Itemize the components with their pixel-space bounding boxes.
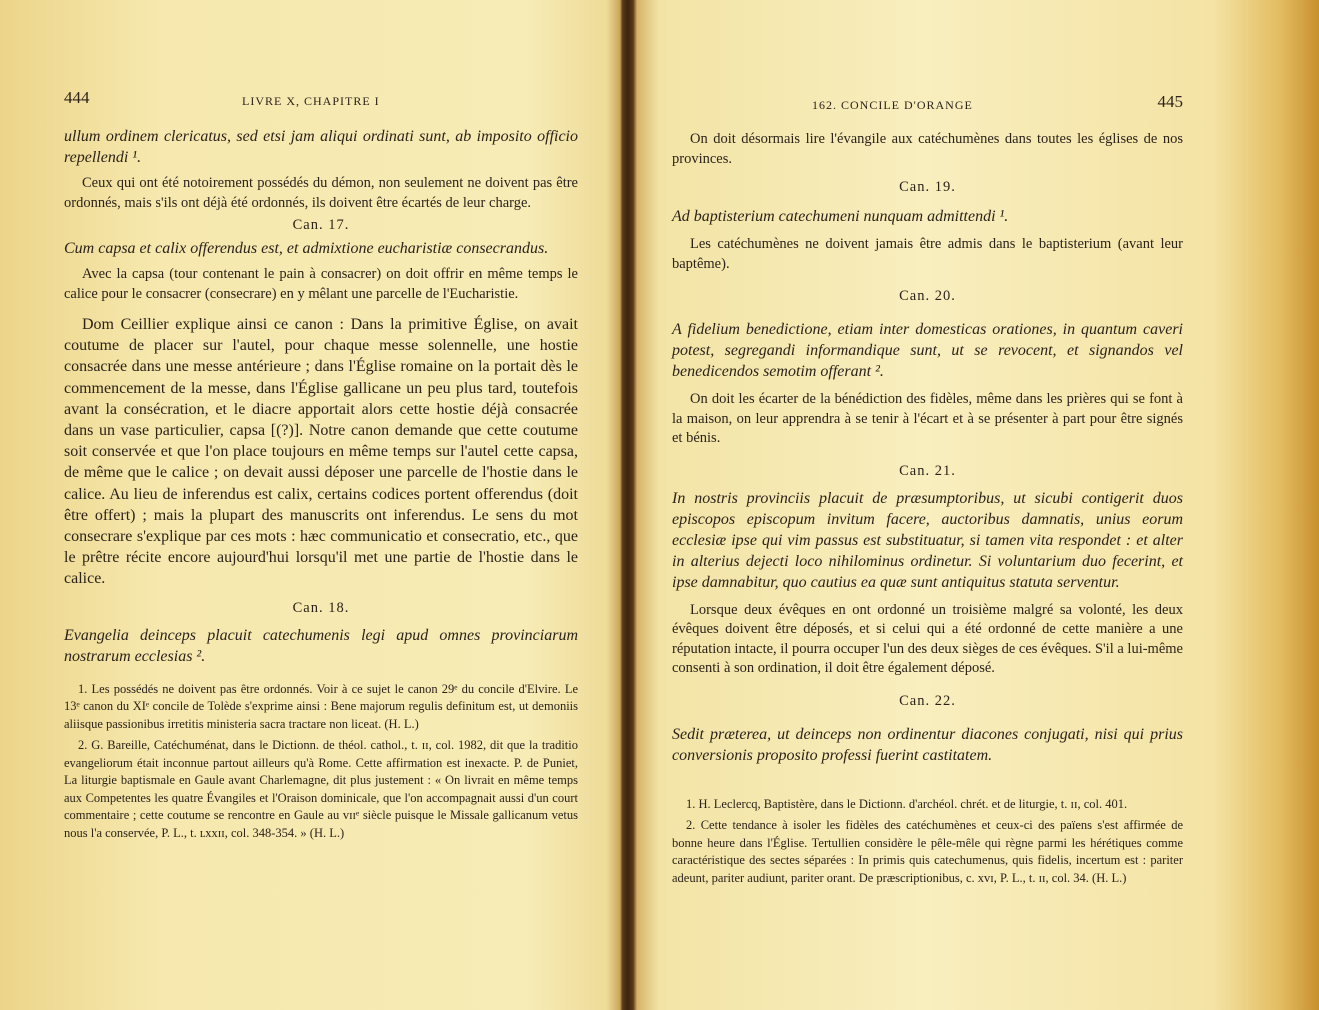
french-paragraph: On doit désormais lire l'évangile aux catéchumènes dans toutes les églises de nos provinces. <box>672 131 1183 167</box>
commentary-paragraph: Dom Ceillier explique ainsi ce canon : Dans la primitive Église, on avait coutume de placer sur l'autel, pour chaque messe solennelle, une hostie consacrée dans une messe antérieure ; dans l'Église romaine on la portait dès le commencement de la messe, dans l'Église gallicane un peu plus tard, toutefois avant la consécration, et le diacre apportait alors cette hostie déjà consacrée dans un vase particulier, capsa [(?)]. Notre canon demande que cette coutume soit conservée et que l'on place toujours en même temps sur l'autel cette capsa, de même que le calice ; on devait aussi déposer une parcelle de l'hostie dans le calice. Au lieu de inferendus est calix, certains codices portent offerendus (doit être offert) ; mais la plupart des manuscrits ont inferendus. Le sens du mot consecrare s'explique par ces mots : hæc communicatio et consecratio, etc., que le prêtre récite encore aujourd'hui lorsqu'il met une partie de l'hostie dans le calice. <box>64 316 578 588</box>
canon-heading: Can. 17. <box>292 217 350 233</box>
latin-text: ullum ordinem clericatus, sed etsi jam aliqui ordinati sunt, ab imposito officio repellendi ¹. <box>64 128 578 166</box>
canon-latin-text: A fidelium benedictione, etiam inter domesticas orationes, in quantum caveri potest, segregandi informandique sunt, ut se revocent, et signandos vel benedicendos semotim offerant ². <box>672 321 1183 380</box>
canon-heading: Can. 22. <box>899 692 956 709</box>
page-number: 445 <box>1157 92 1183 111</box>
canon-heading: Can. 18. <box>292 599 350 616</box>
canon-heading: Can. 21. <box>899 462 956 479</box>
canon-latin-text: Ad baptisterium catechumeni nunquam admittendi ¹. <box>672 208 1009 225</box>
left-page <box>0 0 610 1010</box>
footnote: 1. H. Leclercq, Baptistère, dans le Dictionn. d'archéol. chrét. et de liturgie, t. ɪɪ, col. 401. <box>686 796 1128 811</box>
canon-translation: On doit les écarter de la bénédiction des fidèles, même dans les prières qui se font à la maison, on leur apprendra à se tenir à l'écart et à se présenter à part pour être signés et bénis. <box>672 391 1183 446</box>
right-page <box>624 0 1319 1010</box>
canon-latin-text: Cum capsa et calix offerendus est, et admixtione eucharistiæ consecrandus. <box>64 240 549 257</box>
canon-translation: Lorsque deux évêques en ont ordonné un troisième malgré sa volonté, les deux évêques doivent être déposés, et si celui qui a été ordonné de cette manière a une réputation intacte, il pourra occuper l'un des deux sièges de ces évêques. S'il a lui-même consenti à son ordination, il doit être également déposé. <box>672 601 1183 676</box>
canon-translation: Les catéchumènes ne doivent jamais être admis dans le baptisterium (avant leur baptême). <box>672 236 1183 272</box>
footnote: 2. G. Bareille, Catéchuménat, dans le Dictionn. de théol. cathol., t. ɪɪ, col. 1982, dit que la traditio evangeliorum était inconnue partout ailleurs qu'à Rome. Cette affirmation est inexacte. P. de Puniet, La liturgie baptismale en Gaule avant Charlemagne, dit plus justement : « On livrait en même temps aux Competentes les quatre Évangiles et l'Oraison dominicale, que l'on accompagnait aussi d'un court commentaire ; cette coutume se rencontre en Gaule au vɪɪᵉ siècle puisque le Missale gallicanum vetus nous l'a conservée, P. L., t. ʟxxɪɪ, col. 348-354. » (H. L.) <box>64 738 578 840</box>
french-paragraph: Ceux qui ont été notoirement possédés du démon, non seulement ne doivent pas être ordonnés, mais s'ils ont déjà été ordonnés, ils doivent être écartés de leur charge. <box>64 175 578 211</box>
footnote: 1. Les possédés ne doivent pas être ordonnés. Voir à ce sujet le canon 29ᵉ du concile d'Elvire. Le 13ᵉ canon du XIᵉ concile de Tolède s'exprime ainsi : Bene majorum regulis definitum est, ut demoniis aliisque passionibus irretitis ministeria sacra tractare non liceat. (H. L.) <box>64 681 578 731</box>
right-page-header <box>672 92 1183 130</box>
canon-latin-text: Sedit præterea, ut deinceps non ordinentur diacones conjugati, nisi qui prius conversionis proposito professi fuerint castitatem. <box>672 725 1183 764</box>
running-head: 162. CONCILE D'ORANGE <box>812 98 973 112</box>
canon-heading: Can. 19. <box>899 179 956 195</box>
canon-latin-text: In nostris provinciis placuit de præsumptoribus, ut sicubi contigerit duos episcopos episcopum invitum facere, auctoribus damnatis, unius eorum ecclesiæ ipse qui vim passus est substituatur, si tamen vita respondet : et alter in alterius dejecti loco nihilominus ordinetur. Si voluntarium duo fecerint, et ipse damnabitur, quo cautius ea quæ sunt antiquitus statuta serventur. <box>672 489 1183 591</box>
running-head: LIVRE X, CHAPITRE I <box>242 94 380 108</box>
footnote: 2. Cette tendance à isoler les fidèles des catéchumènes et ceux-ci des païens s'est affirmée de bonne heure dans l'Église. Tertullien considère le pêle-mêle qui règne parmi les hérétiques comme caractéristique des sectes séparées : In primis quis catechumenus, quis fidelis, incertum est : pariter adeunt, pariter audiunt, pariter orant. De præscriptionibus, c. xvɪ, P. L., t. ɪɪ, col. 34. (H. L.) <box>672 818 1183 885</box>
left-page-header <box>64 88 578 126</box>
page-number: 444 <box>64 88 90 107</box>
canon-translation: Avec la capsa (tour contenant le pain à consacrer) on doit offrir en même temps le calice pour le consacrer (consecrare) en y mêlant une parcelle de l'Eucharistie. <box>64 266 578 302</box>
canon-latin-text: Evangelia deinceps placuit catechumenis legi apud omnes provinciarum nostrarum ecclesias ². <box>64 626 578 665</box>
canon-heading: Can. 20. <box>899 288 956 304</box>
